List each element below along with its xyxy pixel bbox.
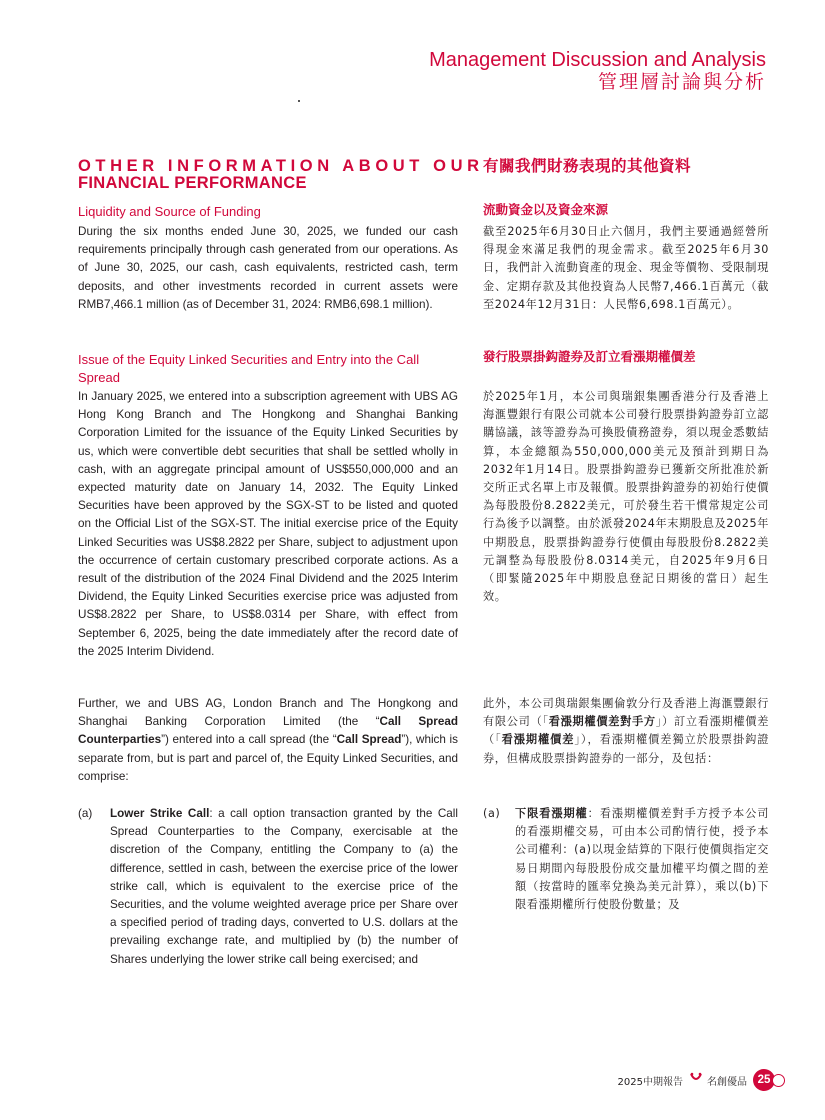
- liquidity-paragraph-zh: 截至2025年6月30日止六個月，我們主要通過經營所得現金來滿足我們的現金需求。截至2025年6月30日，我們計入流動資產的現金、現金等價物、受限制現金、定期存款及其他投資為人民幣7,466.1百萬元（截至2024年12月31日：人民幣6,698.1百萬元）。: [483, 225, 769, 311]
- further-text-e: ”), which is separate from, but is part and parcel of, the Equity Linked Securities, and comprise:: [78, 733, 458, 783]
- further-text-a-zh: 此外，本公司與瑞銀集團倫敦分行及香港上海滙豐銀行有限公司（「: [483, 697, 769, 729]
- liquidity-heading-en: Liquidity and Source of Funding: [78, 204, 261, 219]
- further-text-a: Further, we and UBS AG, London Branch and The Hongkong and Shanghai Banking Corporation Limited (the “: [78, 697, 458, 729]
- liquidity-paragraph-en: During the six months ended June 30, 2025, we funded our cash requirements principally through cash generated from our operations. As of June 30, 2025, our cash, cash equivalents, restricted cash, term deposits, and other investments recorded in current assets were RMB7,466.1 million (as of December 31, 2024: RMB6,698.1 million).: [78, 225, 458, 311]
- section-title-line2: FINANCIAL PERFORMANCE: [78, 174, 307, 192]
- header-title-en: Management Discussion and Analysis: [429, 49, 766, 71]
- further-text-e-zh: 」），看漲期權價差獨立於股票掛鈎證券，但構成股票掛鈎證券的一部分，及包括：: [483, 733, 769, 765]
- item-a-text-en: : a call option transaction granted by the Call Spread Counterparties to the Company, exercisable at the discretion of the Company, entitling the Company to (a) the difference, settled in cash, between the exercise price of the lower strike call, which is equivalent to the exercise price of the Securities, and the volume weighted average price per Share over a specified period of trading days, converted to U.S. dollars at the prevailing exchange rate, and multiplied by (b) the number of Shares underlying the lower strike call being exercised; and: [110, 807, 458, 966]
- item-a-zh: [483, 805, 769, 914]
- further-paragraph-en: [78, 695, 458, 786]
- stray-dot: [298, 100, 300, 102]
- item-a-label-en: (a): [78, 807, 93, 820]
- brand-logo-icon: [689, 1071, 703, 1089]
- further-text-c-zh: 」）訂立看漲期權價差（「: [483, 715, 769, 747]
- report-label: 2025中期報告: [617, 1076, 683, 1088]
- section-title-zh: 有關我們財務表現的其他資料: [483, 157, 692, 175]
- item-a-term-zh: 下限看漲期權: [515, 807, 588, 820]
- els-heading-zh: 發行股票掛鈎證券及訂立看漲期權價差: [483, 349, 696, 364]
- item-a-en: [78, 805, 458, 969]
- further-text-c: ”) entered into a call spread (the “: [161, 733, 337, 747]
- page-ring-icon: [772, 1074, 785, 1087]
- item-a-text-zh: ：看漲期權價差對手方授予本公司的看漲期權交易，可由本公司酌情行使，授予本公司權利：(a)以現金結算的下限行使價與指定交易日期間內每股股份成交量加權平均價之間的差額（按當時的匯率兌換為美元計算），乘以(b)下限看漲期權所行使股份數量；及: [515, 807, 769, 912]
- page-footer: [618, 1070, 785, 1090]
- further-term-call-spread: Call Spread: [336, 733, 402, 747]
- item-a-body-en: [110, 805, 458, 969]
- section-title-line1: OTHER INFORMATION ABOUT OUR: [78, 157, 484, 175]
- item-a-body-zh: [515, 805, 769, 914]
- els-heading-en: Issue of the Equity Linked Securities and Entry into the Call Spread: [78, 352, 420, 385]
- els-paragraph-zh: 於2025年1月，本公司與瑞銀集團香港分行及香港上海滙豐銀行有限公司就本公司發行股票掛鈎證券訂立認購協議，該等證券為可換股債務證券，須以現金悉數結算，本金總額為550,000,000美元及預計到期日為2032年1月14日。股票掛鈎證券已獲新交所批准於新交所正式名單上市及報價。股票掛鈎證券的初始行使價為每股股份8.2822美元，可於發生若干慣常規定公司行為後予以調整。由於派發2024年末期股息及2025年中期股息，股票掛鈎證券行使價由每股股份8.2822美元調整為每股股份8.0314美元，自2025年9月6日（即緊隨2025年中期股息登記日期後的當日）起生效。: [483, 390, 769, 604]
- header-title-zh: 管理層討論與分析: [597, 71, 766, 93]
- liquidity-heading-zh: 流動資金以及資金來源: [483, 202, 609, 217]
- section-title-en: [78, 157, 484, 192]
- further-term-call-spread-zh: 看漲期權價差: [501, 733, 575, 747]
- further-term-counterparties-zh: 看漲期權價差對手方: [548, 715, 656, 729]
- brand-name: 名創優品: [707, 1076, 747, 1088]
- further-paragraph-zh: [483, 695, 769, 768]
- els-paragraph-en: In January 2025, we entered into a subscription agreement with UBS AG Hong Kong Branch and The Hongkong and Shanghai Banking Corporation Limited for the issuance of the Equity Linked Securities by us, which were convertible debt securities that shall be settled wholly in cash, with an aggregate principal amount of US$550,000,000 and an expected maturity date on January 14, 2032. The Equity Linked Securities have been approved by the SGX-ST to be listed and quoted on the Official List of the SGX-ST. The initial exercise price of the Equity Linked Securities was US$8.2822 per Share, subject to adjustment upon the occurrence of certain customary prescribed corporate actions. As a result of the distribution of the 2024 Final Dividend and the 2025 Interim Dividend, the Equity Linked Securities exercise price was adjusted from US$8.2822 per Share, to US$8.0314 per Share, with effect from September 6, 2025, being the date immediately after the record date of the 2025 Interim Dividend.: [78, 390, 458, 658]
- item-a-term-en: Lower Strike Call: [110, 807, 210, 820]
- further-term-counterparties: Call Spread Counterparties: [78, 715, 458, 747]
- page-number: 25: [753, 1069, 775, 1091]
- item-a-label-zh: (a): [483, 807, 501, 820]
